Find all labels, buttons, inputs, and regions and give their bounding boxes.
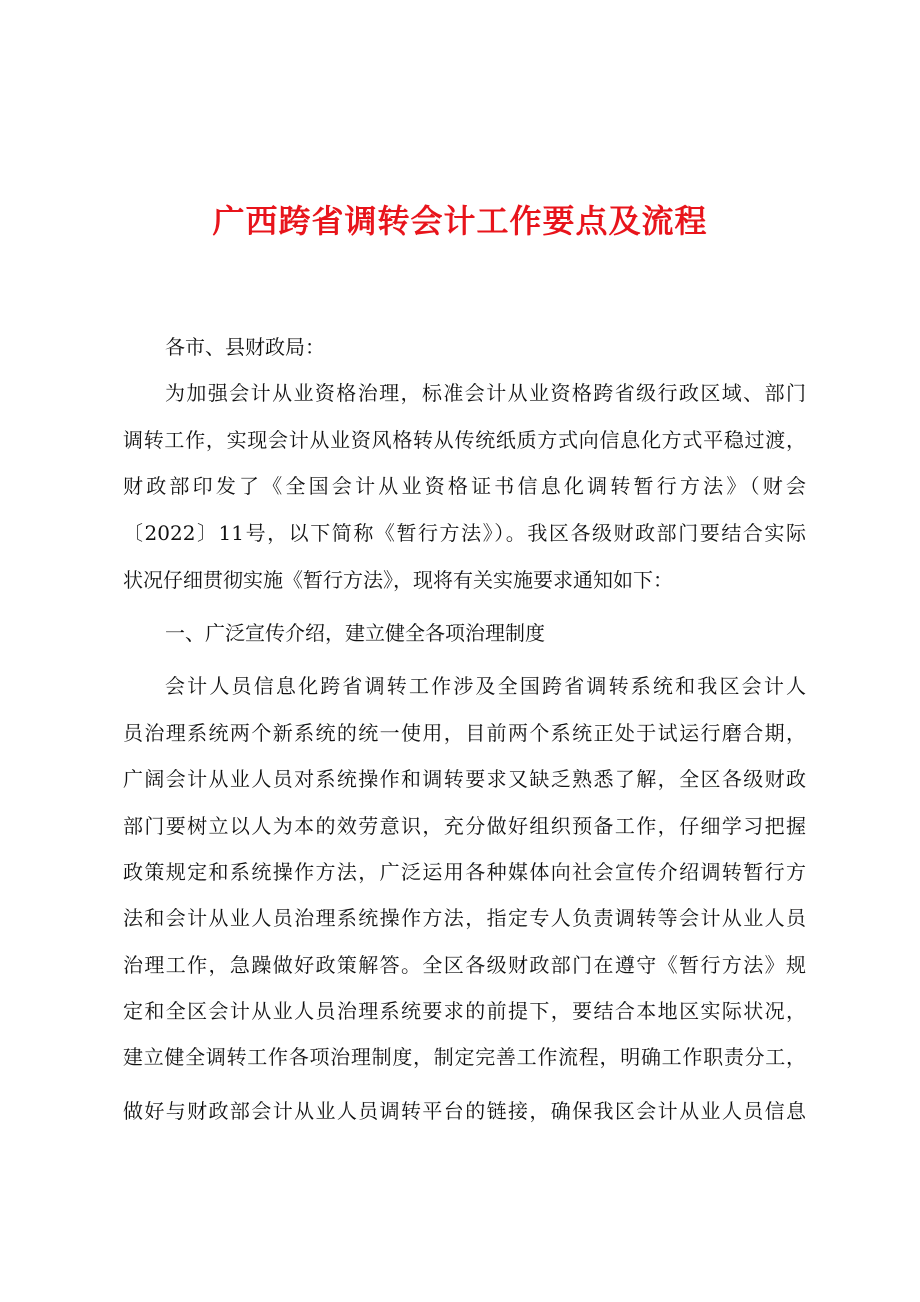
text-line: 财政部印发了《全国会计从业资格证书信息化调转暂行方法》（财会	[123, 474, 806, 498]
text-line: 〔2022〕11号，以下简称《暂行方法》）。我区各级财政部门要结合实际	[123, 521, 806, 545]
text-line: 法和会计从业人员治理系统操作方法，指定专人负责调转等会计从业人员	[123, 906, 806, 930]
text-line: 治理工作，急躁做好政策解答。全区各级财政部门在遵守《暂行方法》规	[123, 953, 806, 977]
document-title: 广西跨省调转会计工作要点及流程	[212, 202, 708, 240]
text-line: 广阔会计从业人员对系统操作和调转要求又缺乏熟悉了解，全区各级财政	[123, 767, 806, 791]
text-line: 建立健全调转工作各项治理制度，制定完善工作流程，明确工作职责分工，	[123, 1045, 806, 1069]
text-line: 员治理系统两个新系统的统一使用，目前两个系统正处于试运行磨合期，	[123, 721, 806, 745]
text-line: 调转工作，实现会计从业资风格转从传统纸质方式向信息化方式平稳过渡，	[123, 428, 806, 452]
text-line: 部门要树立以人为本的效劳意识，充分做好组织预备工作，仔细学习把握	[123, 814, 806, 838]
text-line: 政策规定和系统操作方法，广泛运用各种媒体向社会宣传介绍调转暂行方	[123, 860, 806, 884]
text-line: 会计人员信息化跨省调转工作涉及全国跨省调转系统和我区会计人	[165, 674, 806, 698]
text-line: 定和全区会计从业人员治理系统要求的前提下，要结合本地区实际状况，	[123, 999, 806, 1023]
text-line: 为加强会计从业资格治理，标准会计从业资格跨省级行政区域、部门	[165, 381, 806, 405]
text-line: 状况仔细贯彻实施《暂行方法》，现将有关实施要求通知如下：	[123, 568, 673, 592]
section-heading: 一、广泛宣传介绍，建立健全各项治理制度	[165, 621, 545, 645]
salutation: 各市、县财政局：	[165, 335, 325, 359]
text-line: 做好与财政部会计从业人员调转平台的链接，确保我区会计从业人员信息	[123, 1099, 806, 1123]
